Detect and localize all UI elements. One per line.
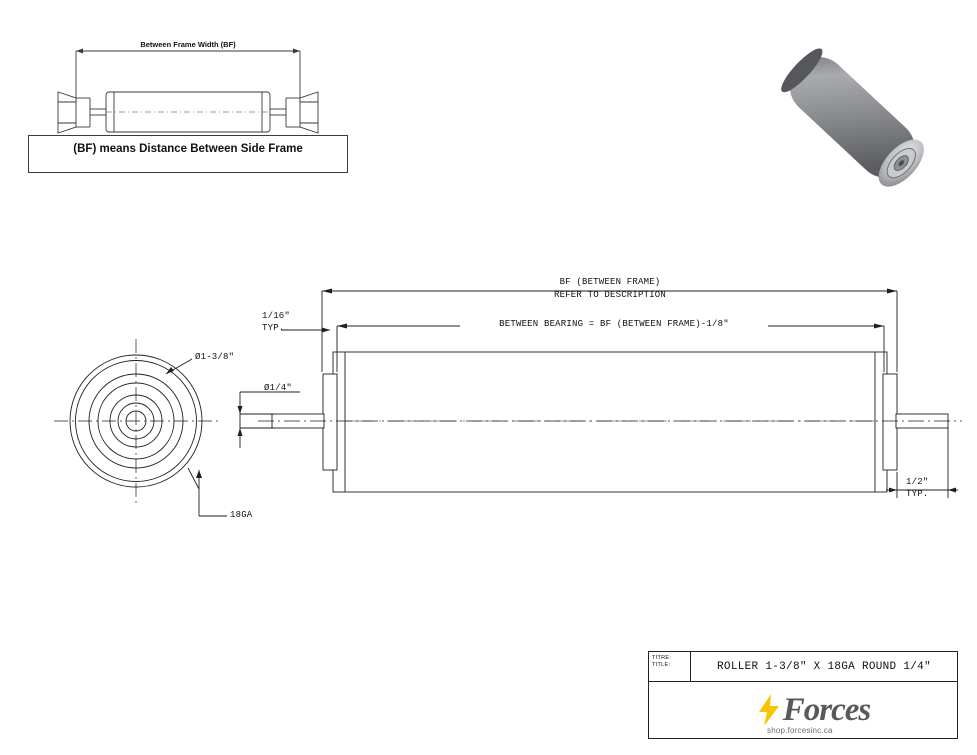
callout-right-shaft-line1: 1/2" <box>906 477 929 487</box>
dimension-left-gap <box>281 328 330 333</box>
inset-dimension-label: Between Frame Width (BF) <box>140 40 236 49</box>
drawing-title: ROLLER 1-3/8" X 18GA ROUND 1/4" <box>717 661 931 673</box>
dim-bf-line1: BF (BETWEEN FRAME) <box>559 277 661 287</box>
callout-wall-gauge: 18GA <box>230 510 253 520</box>
title-block-title-row <box>649 652 957 682</box>
callout-right-shaft-line2: TYP. <box>906 489 929 499</box>
title-key-en: TITLE: <box>652 662 671 668</box>
inset-caption-text: (BF) means Distance Between Side Frame <box>73 143 303 155</box>
title-block <box>648 651 958 739</box>
callout-left-gap-line1: 1/16" <box>262 311 291 321</box>
title-key-fr: TITRE: <box>652 655 672 661</box>
brand-logo <box>756 693 871 727</box>
dim-bf-line2: REFER TO DESCRIPTION <box>553 290 667 300</box>
dim-between-bearing: BETWEEN BEARING = BF (BETWEEN FRAME)-1/8" <box>460 319 768 329</box>
title-block-key <box>649 652 691 681</box>
side-view-roller <box>258 352 962 492</box>
callout-shaft-diameter: Ø1/4" <box>264 383 293 393</box>
lightning-bolt-icon <box>756 693 782 727</box>
callout-outer-diameter: Ø1-3/8" <box>195 352 235 362</box>
leader-wall-gauge <box>188 468 227 516</box>
brand-url: shop.forcesinc.ca <box>767 726 833 735</box>
brand-name: Forces <box>782 691 871 728</box>
callout-left-gap-line2: TYP. <box>262 323 285 333</box>
title-block-logo-area <box>649 682 957 738</box>
